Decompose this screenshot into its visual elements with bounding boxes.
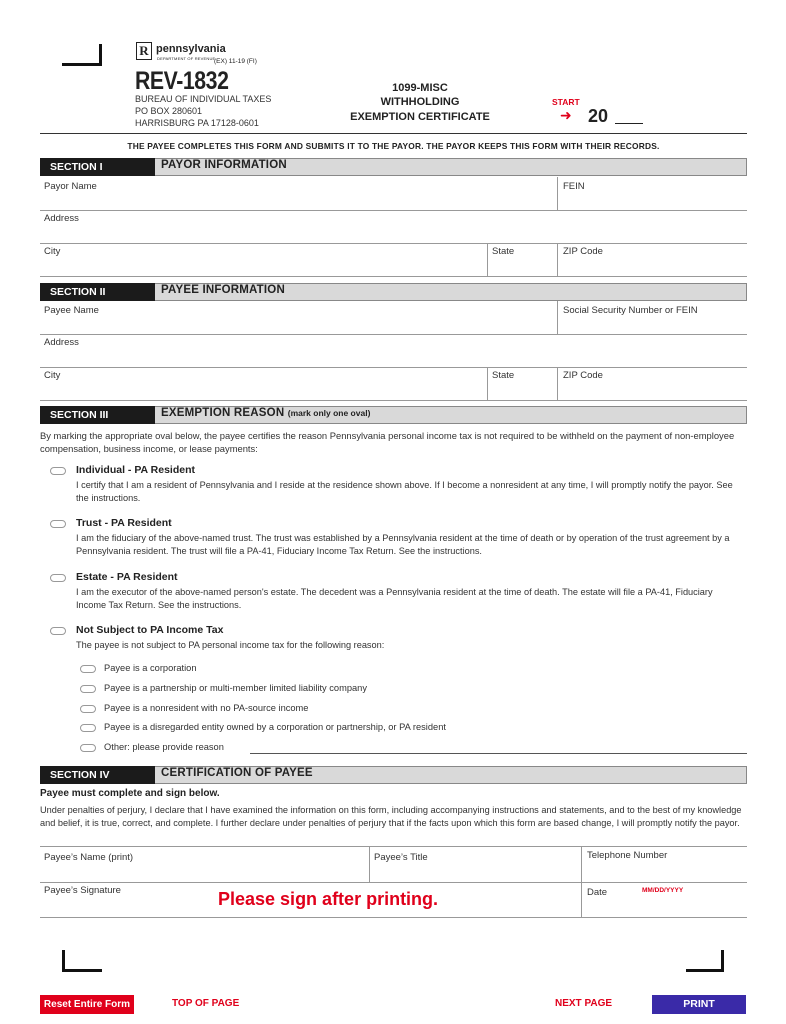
sub-option-other: Other: please provide reason (104, 742, 224, 752)
logo-department: DEPARTMENT OF REVENUE (157, 56, 216, 61)
option-estate-desc: I am the executor of the above-named person's estate. The decedent was a Pennsylvania resident at the time of death. The estate will file a PA-41, Fiduciary Income Tax Return. See the instructions. (76, 587, 713, 610)
section-2-tag: SECTION II (40, 283, 155, 301)
payor-fein-label: FEIN (563, 181, 585, 192)
payor-zip-field[interactable] (558, 243, 747, 276)
corner-mark-bottom-right (686, 950, 724, 972)
oval-individual[interactable] (50, 467, 66, 475)
payee-ssn-label: Social Security Number or FEIN (563, 305, 698, 316)
row-divider (40, 917, 747, 918)
section-1-tag: SECTION I (40, 158, 155, 176)
payee-title-field[interactable] (370, 847, 581, 882)
payee-ssn-field[interactable] (558, 301, 747, 334)
oval-nonresident[interactable] (80, 705, 96, 713)
other-reason-input[interactable] (250, 741, 747, 754)
section-3-title-note: (mark only one oval) (287, 408, 371, 418)
form-revision: (EX) 11-19 (FI) (214, 58, 257, 65)
section-1-header (40, 158, 747, 176)
payee-address-field[interactable] (40, 334, 747, 367)
option-trust-title: Trust - PA Resident (76, 517, 172, 529)
payee-name-field[interactable] (40, 301, 557, 334)
payee-must-sign: Payee must complete and sign below. (40, 788, 220, 799)
print-button[interactable]: PRINT (652, 995, 746, 1014)
payor-fein-field[interactable] (558, 177, 747, 210)
payee-city-label: City (44, 370, 61, 381)
section-3-title (161, 407, 370, 419)
payor-address-label: Address (44, 213, 79, 224)
section-4-title: CERTIFICATION OF PAYEE (161, 767, 313, 779)
exemption-intro: By marking the appropriate oval below, the payee certifies the reason Pennsylvania personal income tax is not required to be withheld on the payment of non-employee compensation, business income, or lease payments: (40, 430, 735, 454)
option-individual-desc: I certify that I am a resident of Pennsylvania and I reside at the residence shown above. If I become a nonresident at any time, I will promptly notify the payor. See the instructions. (76, 480, 733, 503)
address-line-1: BUREAU OF INDIVIDUAL TAXES (135, 94, 272, 104)
option-estate-title: Estate - PA Resident (76, 571, 178, 583)
section-2-title: PAYEE INFORMATION (161, 284, 285, 296)
payee-print-name-label: Payee’s Name (print) (44, 852, 134, 863)
row-divider (40, 276, 747, 277)
sign-after-printing-note: Please sign after printing. (218, 889, 439, 909)
next-page-link[interactable]: NEXT PAGE (555, 998, 613, 1009)
date-label: Date (587, 887, 608, 898)
telephone-field[interactable] (582, 847, 747, 882)
payee-zip-label: ZIP Code (563, 370, 603, 381)
sub-option-nonresident: Payee is a nonresident with no PA-source income (104, 703, 309, 713)
year-input[interactable] (615, 123, 643, 124)
sub-option-disregarded-entity: Payee is a disregarded entity owned by a corporation or partnership, or PA resident (104, 722, 446, 732)
section-3-tag: SECTION III (40, 406, 155, 424)
section-3-header (40, 406, 747, 424)
payee-state-field[interactable] (488, 367, 557, 400)
option-trust-desc: I am the fiduciary of the above-named trust. The trust was established by a Pennsylvania resident at the time of death or by operation of the trust agreement by a Pennsylvania resident. The trust will file a PA-41, Fiduciary Income Tax Return. See the instructions. (76, 533, 730, 556)
payor-city-field[interactable] (40, 243, 487, 276)
oval-other[interactable] (80, 744, 96, 752)
logo-name: pennsylvania (156, 43, 226, 55)
payee-title-label: Payee’s Title (374, 852, 428, 863)
corner-mark-bottom-left (62, 950, 102, 972)
address-line-3: HARRISBURG PA 17128-0601 (135, 118, 259, 128)
section-4-header (40, 766, 747, 784)
telephone-label: Telephone Number (587, 850, 668, 861)
section-2-header (40, 283, 747, 301)
row-divider (40, 400, 747, 401)
reset-form-button[interactable]: Reset Entire Form (40, 995, 134, 1014)
oval-partnership[interactable] (80, 685, 96, 693)
payor-state-field[interactable] (488, 243, 557, 276)
form-title-line-1: 1099-MISC (392, 82, 448, 94)
date-field[interactable] (610, 883, 747, 917)
form-title-line-3: EXEMPTION CERTIFICATE (350, 111, 490, 123)
date-format-hint: MM/DD/YYYY (642, 887, 684, 894)
oval-estate[interactable] (50, 574, 66, 582)
payor-address-field[interactable] (40, 210, 747, 243)
form-title-line-2: WITHHOLDING (380, 96, 460, 108)
section-3-title-text: EXEMPTION REASON (161, 407, 285, 419)
payor-zip-label: ZIP Code (563, 246, 603, 257)
payee-state-label: State (492, 370, 515, 381)
payor-name-field[interactable] (40, 177, 557, 210)
option-individual-title: Individual - PA Resident (76, 464, 196, 476)
payee-print-name-field[interactable] (40, 847, 369, 882)
payee-zip-field[interactable] (558, 367, 747, 400)
form-code: REV-1832 (135, 67, 229, 95)
corner-mark-top-left (62, 44, 102, 66)
option-not-subject-desc: The payee is not subject to PA personal income tax for the following reason: (76, 640, 385, 650)
option-not-subject-title: Not Subject to PA Income Tax (76, 624, 224, 636)
sub-option-partnership: Payee is a partnership or multi-member limited liability company (104, 683, 367, 693)
oval-disregarded-entity[interactable] (80, 724, 96, 732)
sub-option-corporation: Payee is a corporation (104, 663, 197, 673)
payee-notice: THE PAYEE COMPLETES THIS FORM AND SUBMITS IT TO THE PAYOR. THE PAYOR KEEPS THIS FORM WITH THEIR RECORDS. (127, 141, 660, 151)
section-4-tag: SECTION IV (40, 766, 155, 784)
start-arrow-icon: ➜ (560, 108, 572, 124)
signature-label: Payee’s Signature (44, 885, 121, 896)
payor-city-label: City (44, 246, 61, 257)
section-1-title: PAYOR INFORMATION (161, 159, 287, 171)
oval-corporation[interactable] (80, 665, 96, 673)
payee-name-label: Payee Name (44, 305, 99, 316)
start-label: START (552, 97, 580, 107)
address-line-2: PO BOX 280601 (135, 106, 203, 116)
payor-name-label: Payor Name (44, 181, 97, 192)
oval-not-subject[interactable] (50, 627, 66, 635)
top-of-page-link[interactable]: TOP OF PAGE (172, 998, 240, 1009)
payee-address-label: Address (44, 337, 79, 348)
year-prefix: 20 (588, 106, 609, 126)
oval-trust[interactable] (50, 520, 66, 528)
header-divider (40, 133, 747, 134)
perjury-statement: Under penalties of perjury, I declare that I have examined the information on this form, including accompanying instructions and statements, and to the best of my knowledge and belief, it is true, correct, and complete. I further declare under penalties of perjury that if the facts upon which this form are based change, I will promptly notify the payor. (40, 805, 742, 828)
payee-city-field[interactable] (40, 367, 487, 400)
keystone-logo-icon: R (136, 42, 152, 60)
payor-state-label: State (492, 246, 515, 257)
